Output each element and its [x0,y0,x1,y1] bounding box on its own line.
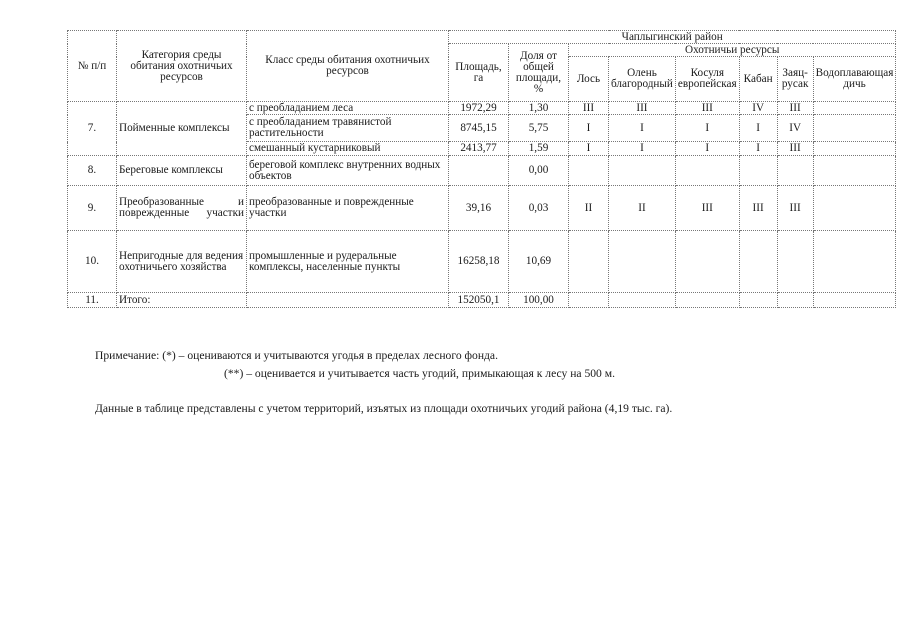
row-rating: III [777,186,813,231]
row-share: 1,59 [509,142,569,156]
table-row [68,156,896,186]
header-species-waterfowl: Водоплавающая дичь [813,57,896,102]
row-rating [569,293,609,308]
row-category: Итого: [117,293,247,308]
header-class: Класс среды обитания охотничьих ресурсов [247,31,449,102]
row-rating: I [609,115,676,142]
row-rating [609,231,676,293]
row-rating: I [739,115,777,142]
row-rating: I [609,142,676,156]
row-share: 10,69 [509,231,569,293]
row-category: Преобразованные и поврежденные участки [117,186,247,231]
header-species-red-deer: Олень благородный [609,57,676,102]
row-rating: III [675,186,739,231]
row-class: промышленные и рудеральные комплексы, населенные пункты [247,231,449,293]
row-category: Пойменные комплексы [117,102,247,156]
row-rating [569,156,609,186]
note-excluded-territories: Данные в таблице представлены с учетом территорий, изъятых из площади охотничьих угодий района (4,19 тыс. га). [95,402,673,415]
header-category: Категория среды обитания охотничьих ресурсов [117,31,247,102]
row-share: 5,75 [509,115,569,142]
row-rating [777,293,813,308]
header-resources: Охотничьи ресурсы [569,44,896,57]
header-species-hare: Заяц-русак [777,57,813,102]
header-share: Доля от общей площади, % [509,44,569,102]
row-rating [813,231,896,293]
row-rating [813,102,896,115]
row-rating [813,293,896,308]
row-rating: III [777,142,813,156]
row-share: 0,03 [509,186,569,231]
row-rating [813,142,896,156]
row-rating [739,293,777,308]
row-rating: I [569,115,609,142]
row-rating [675,231,739,293]
row-rating [609,293,676,308]
row-rating [813,115,896,142]
row-rating: I [569,142,609,156]
row-num: 9. [68,186,117,231]
row-area: 8745,15 [449,115,509,142]
header-num: № п/п [68,31,117,102]
row-share: 1,30 [509,102,569,115]
row-rating: I [675,115,739,142]
table-row [68,186,896,231]
row-num: 11. [68,293,117,308]
row-share: 0,00 [509,156,569,186]
row-num: 7. [68,102,117,156]
row-rating: III [675,102,739,115]
row-rating: II [609,186,676,231]
row-rating: IV [739,102,777,115]
row-class: смешанный кустарниковый [247,142,449,156]
row-area: 16258,18 [449,231,509,293]
row-area: 1972,29 [449,102,509,115]
table-row [68,231,896,293]
header-district: Чаплыгинский район [449,31,896,44]
header-species-moose: Лось [569,57,609,102]
row-rating [569,231,609,293]
header-species-boar: Кабан [739,57,777,102]
row-rating: IV [777,115,813,142]
row-rating: II [569,186,609,231]
row-rating: III [569,102,609,115]
row-rating: I [675,142,739,156]
row-rating: III [739,186,777,231]
row-area: 39,16 [449,186,509,231]
row-rating [777,231,813,293]
row-area: 2413,77 [449,142,509,156]
row-area: 152050,1 [449,293,509,308]
row-share: 100,00 [509,293,569,308]
row-class [247,293,449,308]
row-class: с преобладанием леса [247,102,449,115]
row-class: береговой комплекс внутренних водных объектов [247,156,449,186]
row-rating [813,186,896,231]
table-row-total [68,293,896,308]
row-rating [675,293,739,308]
table-row [68,102,896,115]
row-rating [813,156,896,186]
row-category: Береговые комплексы [117,156,247,186]
row-rating [739,231,777,293]
row-rating [609,156,676,186]
row-rating [777,156,813,186]
row-category: Непригодные для ведения охотничьего хозяйства [117,231,247,293]
row-rating: III [777,102,813,115]
header-area: Площадь, га [449,44,509,102]
row-rating: I [739,142,777,156]
row-rating: III [609,102,676,115]
row-rating [739,156,777,186]
row-class: преобразованные и поврежденные участки [247,186,449,231]
row-rating [675,156,739,186]
note-forest-fund: Примечание: (*) – оцениваются и учитываются угодья в пределах лесного фонда. [95,349,498,362]
note-forest-edge: (**) – оценивается и учитывается часть угодий, примыкающая к лесу на 500 м. [224,367,615,380]
row-num: 8. [68,156,117,186]
row-class: с преобладанием травянистой растительности [247,115,449,142]
row-num: 10. [68,231,117,293]
header-species-roe-deer: Косуля европейская [675,57,739,102]
row-area [449,156,509,186]
hunting-habitat-table [67,30,896,308]
